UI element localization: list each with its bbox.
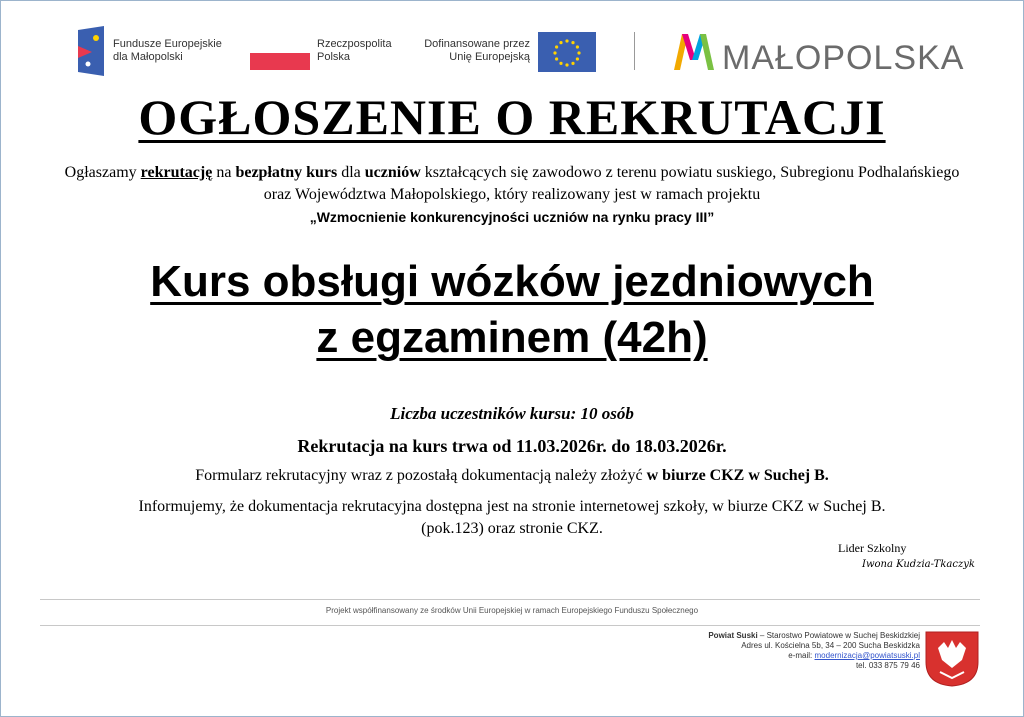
fe-logo-icon xyxy=(78,26,108,76)
fe-logo-text xyxy=(113,38,222,64)
intro-students: uczniów xyxy=(364,164,421,181)
signature-name: Iwona Kudzia-Tkaczyk xyxy=(862,559,975,570)
org-office: – Starostwo Powiatowe w Suchej Beskidzkiej xyxy=(757,631,920,640)
polish-flag xyxy=(250,36,310,70)
ue-logo-line1: Dofinansowane przez xyxy=(424,38,530,50)
participants-count: Liczba uczestników kursu: 10 osób xyxy=(390,404,634,423)
logo-divider xyxy=(634,32,635,70)
org-phone: tel. 033 875 79 46 xyxy=(855,661,920,670)
intro-text: dla xyxy=(337,164,365,181)
org-address: Adres ul. Kościelna 5b, 34 – 200 Sucha Beskidzka xyxy=(741,641,920,650)
announcement-title: OGŁOSZENIE O REKRUTACJI xyxy=(138,89,886,145)
docs-info-line2: (pok.123) oraz stronie CKZ. xyxy=(421,520,603,537)
docs-info-line1: Informujemy, że dokumentacja rekrutacyjna dostępna jest na stronie internetowej szkoły, w biurze CKZ w Suchej B. xyxy=(138,498,886,515)
course-title xyxy=(0,254,1024,366)
ue-logo-text xyxy=(420,38,530,64)
form-info-text: Formularz rekrutacyjny wraz z pozostałą dokumentacją należy złożyć xyxy=(195,467,647,484)
coat-of-arms-icon xyxy=(924,630,980,688)
recruitment-dates: Rekrutacja na kurs trwa od 11.03.2026r. do 18.03.2026r. xyxy=(297,436,727,456)
fe-logo xyxy=(78,26,108,76)
malopolska-m-icon xyxy=(672,30,716,72)
eu-flag xyxy=(538,32,596,77)
email-link[interactable]: modernizacja@powiatsuski.pl xyxy=(814,651,920,660)
docs-info xyxy=(40,496,984,540)
malopolska-text: MAŁOPOLSKA xyxy=(722,39,965,77)
email-label: e-mail: xyxy=(788,651,815,660)
coat-of-arms xyxy=(924,630,980,693)
intro-text: na xyxy=(212,164,236,181)
contact-block xyxy=(708,631,920,671)
org-name: Powiat Suski xyxy=(708,631,758,640)
ue-logo-line2: Unię Europejską xyxy=(449,51,530,63)
intro-free-course: bezpłatny kurs xyxy=(235,164,338,181)
fe-logo-line1: Fundusze Europejskie xyxy=(113,38,222,50)
signature-role: Lider Szkolny xyxy=(838,541,907,555)
rp-logo-line2: Polska xyxy=(317,51,351,63)
course-title-line1: Kurs obsługi wózków jezdniowych xyxy=(150,257,874,306)
footer-divider-top xyxy=(40,599,980,600)
eu-stars-icon xyxy=(538,32,596,72)
intro-recruitment: rekrutację xyxy=(140,164,213,181)
cofinanced-note: Projekt współfinansowany ze środków Unii Europejskiej w ramach Europejskiego Funduszu Społecznego xyxy=(325,606,699,615)
intro-text: Ogłaszamy xyxy=(64,164,141,181)
malopolska-logo xyxy=(672,30,716,77)
course-title-line2: z egzaminem (42h) xyxy=(316,313,708,362)
footer-divider-bottom xyxy=(40,625,980,626)
intro-paragraph xyxy=(60,162,964,229)
form-info-office: w biurze CKZ w Suchej B. xyxy=(646,467,829,484)
fe-logo-line2: dla Małopolski xyxy=(113,51,183,63)
intro-text: kształcących się zawodowo z terenu powiatu suskiego, Subregionu Podhalańskiego oraz Województwa Małopolskiego, który realizowany jest w ramach projektu xyxy=(263,164,960,203)
rp-logo-line1: Rzeczpospolita xyxy=(317,38,392,50)
form-info xyxy=(40,465,984,487)
project-name: „Wzmocnienie konkurencyjności uczniów na rynku pracy III” xyxy=(309,209,715,225)
rp-logo-text xyxy=(317,38,392,64)
